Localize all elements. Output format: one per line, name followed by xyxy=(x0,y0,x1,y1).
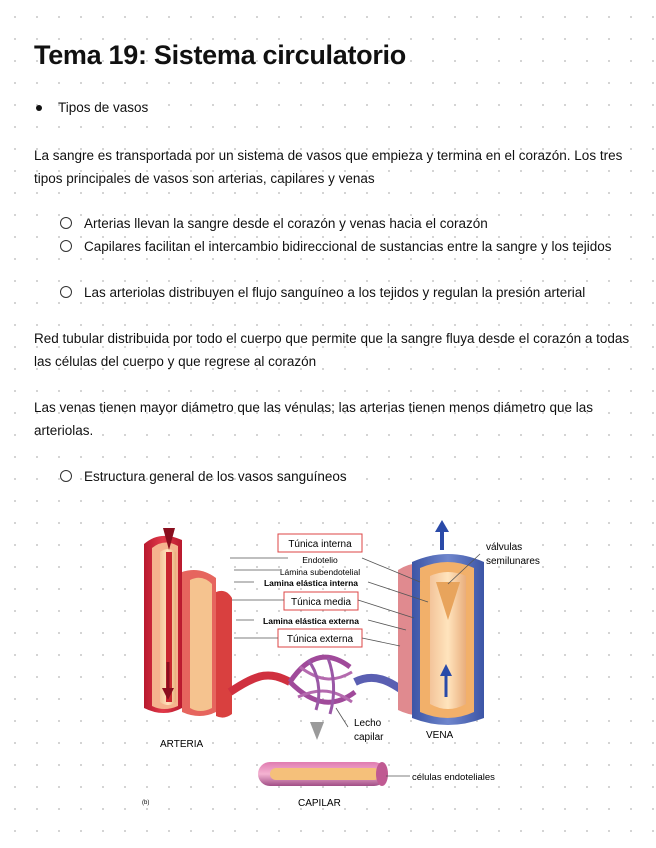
label-tunica-interna: Túnica interna xyxy=(288,539,352,550)
hollow-bullet-icon xyxy=(60,286,72,298)
label-valvulas: válvulas xyxy=(486,542,523,553)
sub-item-arteriolas xyxy=(60,281,620,304)
sub-item-label: Capilares facilitan el intercambio bidireccional de sustancias entre la sangre y los tejidos xyxy=(84,239,612,254)
label-endotelio: Endotelio xyxy=(302,555,338,565)
label-capilar: capilar xyxy=(354,732,384,743)
label-arteria: ARTERIA xyxy=(160,739,204,750)
capillary-illustration xyxy=(258,762,388,786)
artery-illustration xyxy=(144,528,232,718)
label-semilunares: semilunares xyxy=(486,556,540,567)
hollow-bullet-icon xyxy=(60,470,72,482)
sub-item-estructura xyxy=(60,465,620,488)
label-capilar-tube: CAPILAR xyxy=(298,798,341,809)
label-lamina-elastica-interna: Lamina elástica interna xyxy=(263,578,359,588)
label-celulas-endoteliales: células endoteliales xyxy=(412,772,495,783)
sub-item-label: Las arteriolas distribuyen el flujo sanguíneo a los tejidos y regulan la presión arterial xyxy=(84,285,586,300)
paragraph-intro: La sangre es transportada por un sistema de vasos que empieza y termina en el corazón. Los tres tipos principales de vasos son arterias, capilares y venas xyxy=(34,148,623,186)
page-title: Tema 19: Sistema circulatorio xyxy=(34,40,406,70)
hollow-bullet-icon xyxy=(60,240,72,252)
paragraph-diametro: Las venas tienen mayor diámetro que las vénulas; las arterias tienen menos diámetro que las arteriolas. xyxy=(34,400,594,438)
bullet-item-tipos-de-vasos xyxy=(36,100,148,115)
label-lamina-subendotelial: Lámina subendotelial xyxy=(279,567,361,577)
sub-item-capilares xyxy=(60,235,620,258)
label-tunica-media: Túnica media xyxy=(290,597,352,608)
sub-item-arterias xyxy=(60,212,620,235)
label-lecho: Lecho xyxy=(354,718,382,729)
paragraph-red-tubular: Red tubular distribuida por todo el cuerpo que permite que la sangre fluya desde el corazón a todas las células del cuerpo y que regrese al corazón xyxy=(34,331,630,369)
label-vena: VENA xyxy=(426,730,454,741)
vein-illustration xyxy=(398,520,484,725)
hollow-bullet-icon xyxy=(60,217,72,229)
bullet-label: Tipos de vasos xyxy=(58,100,149,115)
label-lamina-elastica-externa: Lamina elástica externa xyxy=(263,616,359,626)
blood-vessel-diagram xyxy=(130,522,540,812)
bullet-dot-icon xyxy=(36,105,42,111)
sub-item-label: Estructura general de los vasos sanguíneos xyxy=(84,469,347,484)
label-tunica-externa: Túnica externa xyxy=(286,634,354,645)
label-panel-b: (b) xyxy=(142,800,150,806)
sub-item-label: Arterias llevan la sangre desde el corazón y venas hacia el corazón xyxy=(84,216,488,231)
